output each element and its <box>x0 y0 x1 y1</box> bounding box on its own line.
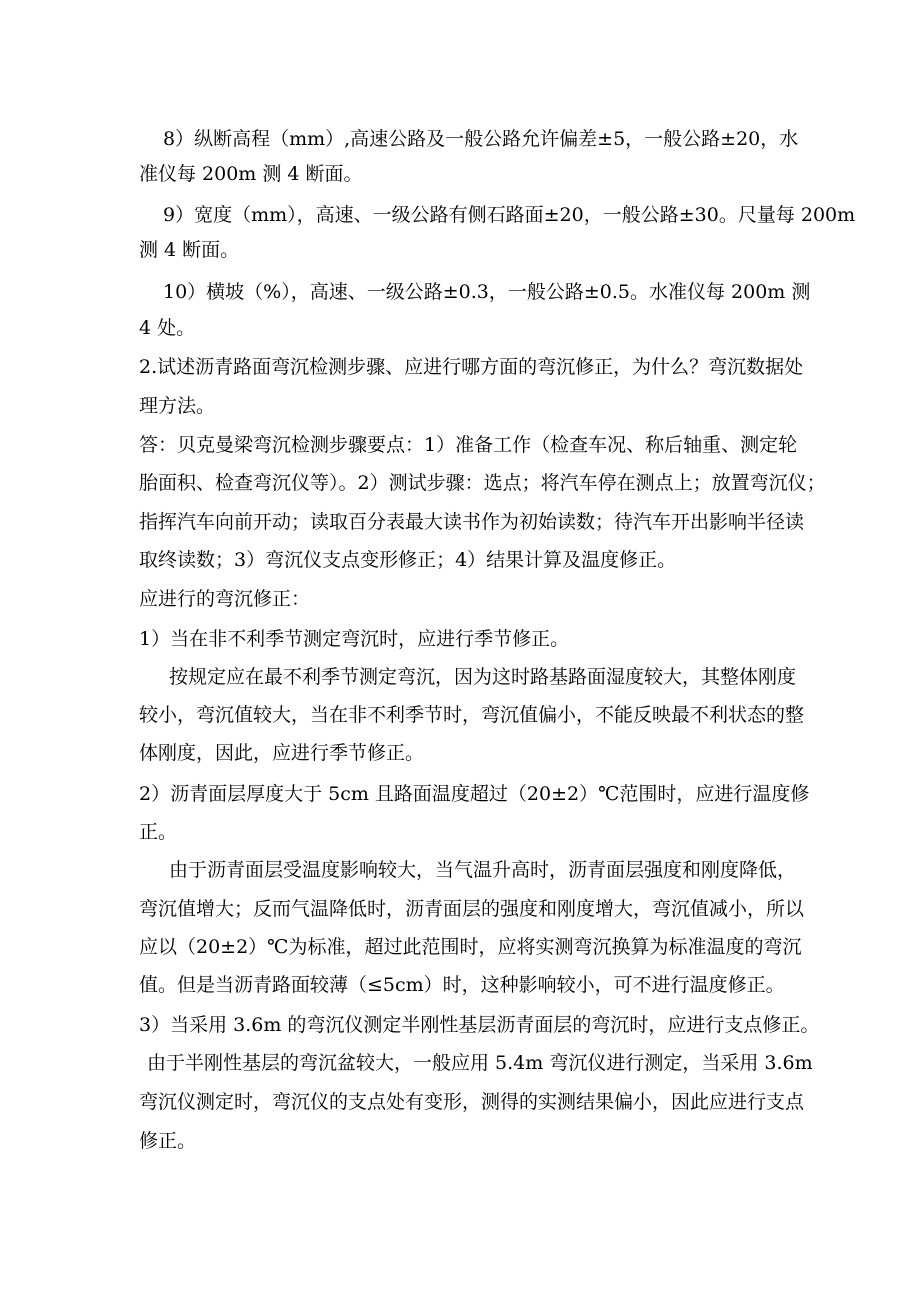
text-line: 正。 <box>139 821 178 843</box>
text-line: 值。但是当沥青路面较薄（≤5cm）时，这种影响较小，可不进行温度修正。 <box>139 974 785 996</box>
text-line: 按规定应在最不利季节测定弯沉，因为这时路基路面湿度较大，其整体刚度 <box>169 666 797 688</box>
text-line: 应进行的弯沉修正： <box>139 588 311 610</box>
text-line: 理方法。 <box>139 395 216 417</box>
text-line: 由于半刚性基层的弯沉盆较大，一般应用 5.4m 弯沉仪进行测定，当采用 3.6m <box>147 1052 813 1074</box>
text-line: 2.试述沥青路面弯沉检测步骤、应进行哪方面的弯沉修正，为什么？弯沉数据处 <box>139 356 804 378</box>
text-line: 8）纵断高程（mm）,高速公路及一般公路允许偏差±5，一般公路±20，水 <box>163 128 799 150</box>
text-line: 9）宽度（mm），高速、一级公路有侧石路面±20，一般公路±30。尺量每 200m <box>163 204 856 226</box>
text-line: 取终读数；3）弯沉仪支点变形修正；4）结果计算及温度修正。 <box>139 549 677 571</box>
text-line: 准仪每 200m 测 4 断面。 <box>139 163 363 185</box>
text-line: 体刚度，因此，应进行季节修正。 <box>139 742 425 764</box>
text-line: 10）横坡（%），高速、一级公路±0.3，一般公路±0.5。水准仪每 200m 测 <box>163 281 811 303</box>
text-line: 应以（20±2）℃为标准，超过此范围时，应将实测弯沉换算为标准温度的弯沉 <box>139 936 802 958</box>
text-line: 1）当在非不利季节测定弯沉时，应进行季节修正。 <box>139 628 570 650</box>
text-line: 弯沉值增大；反而气温降低时，沥青面层的强度和刚度增大，弯沉值减小，所以 <box>139 898 805 920</box>
text-line: 2）沥青面层厚度大于 5cm 且路面温度超过（20±2）℃范围时，应进行温度修 <box>139 783 810 805</box>
text-line: 胎面积、检查弯沉仪等）。2）测试步骤：选点；将汽车停在测点上；放置弯沉仪； <box>139 472 826 494</box>
text-line: 较小，弯沉值较大，当在非不利季节时，弯沉值偏小，不能反映最不利状态的整 <box>139 704 805 726</box>
text-line: 答：贝克曼梁弯沉检测步骤要点：1）准备工作（检查车况、称后轴重、测定轮 <box>139 434 798 456</box>
text-line: 修正。 <box>139 1130 197 1152</box>
text-line: 由于沥青面层受温度影响较大，当气温升高时，沥青面层强度和刚度降低， <box>169 859 797 881</box>
text-line: 测 4 断面。 <box>139 239 240 261</box>
text-line: 指挥汽车向前开动；读取百分表最大读书作为初始读数；待汽车开出影响半径读 <box>139 511 805 533</box>
text-line: 4 处。 <box>139 317 196 339</box>
text-line: 弯沉仪测定时，弯沉仪的支点处有变形，测得的实测结果偏小，因此应进行支点 <box>139 1091 805 1113</box>
text-line: 3）当采用 3.6m 的弯沉仪测定半刚性基层沥青面层的弯沉时，应进行支点修正。 <box>139 1014 820 1036</box>
